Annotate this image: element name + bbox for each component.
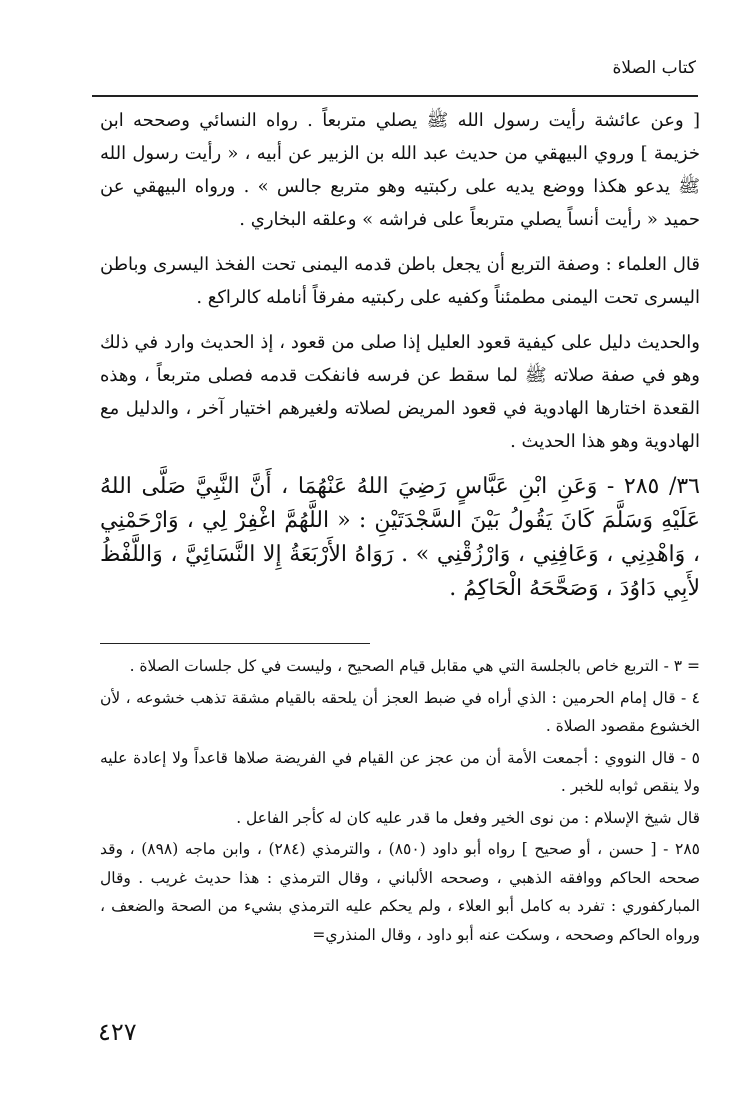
header-rule [92,95,698,97]
paragraph: قال العلماء : وصفة التربع أن يجعل باطن قدمه اليمنى تحت الفخذ اليسرى وباطن اليسرى تحت اليمنى مطمئناً وكفيه على ركبتيه مفرقاً أنامله كالراكع . [100,254,700,308]
footnote: قال شيخ الإسلام : من نوى الخير وفعل ما قدر عليه كان له كأجر الفاعل . [236,808,700,827]
hadith-text: ٣٦/ ٢٨٥ - وَعَنِ ابْنِ عَبَّاسٍ رَضِيَ اللهُ عَنْهُمَا ، أَنَّ النَّبِيَّ صَلَّى اللهُ عَلَيْهِ وَسَلَّمَ كَانَ يَقُولُ بَيْنَ السَّجْدَتَيْنِ : « اللَّهُمَّ اغْفِرْ لِي ، وَارْحَمْنِي ، وَاهْدِنِي ، وَعَافِنِي ، وَارْزُقْنِي » . رَوَاهُ الأَرْبَعَةُ إِلا النَّسَائِيَّ ، وَاللَّفْظُ لأَبِي دَاوُدَ ، وَصَحَّحَهُ الْحَاكِمُ . [100,474,700,601]
running-title: كتاب الصلاة [612,58,696,78]
page-number: ٤٢٧ [98,1018,137,1046]
footnotes [100,652,700,952]
footnote: ٤ - قال إمام الحرمين : الذي أراه في ضبط العجز أن يلحقه بالقيام مشقة تذهب خشوعه ، لأن الخشوع مقصود الصلاة . [100,688,700,735]
footnote: = ٣ - التربع خاص بالجلسة التي هي مقابل قيام الصحيح ، وليست في كل جلسات الصلاة . [129,657,700,675]
main-text [100,104,700,618]
paragraph: والحديث دليل على كيفية قعود العليل إذا صلى من قعود ، إذ الحديث وارد في ذلك وهو في صفة صلاته ﷺ لما سقط عن فرسه فانفكت قدمه فصلى متربعاً ، وهذه القعدة اختارها الهادوية في قعود المريض لصلاته ولغيرهم اختيار آخر ، والدليل مع الهادوية وهو هذا الحديث . [100,332,700,452]
paragraph: [ وعن عائشة رأيت رسول الله ﷺ يصلي متربعاً . رواه النسائي وصححه ابن خزيمة ] وروي البيهقي من حديث عبد الله بن الزبير عن أبيه ، « رأيت رسول الله ﷺ يدعو هكذا ووضع يديه على ركبتيه وهو متربع جالس » . ورواه البيهقي عن حميد « رأيت أنساً يصلي متربعاً على فراشه » وعلقه البخاري . [100,110,700,230]
footnote: ٥ - قال النووي : أجمعت الأمة أن من عجز عن القيام في الفريضة صلاها قاعداً ولا إعادة عليه ولا ينقص ثوابه للخبر . [100,748,700,795]
footnote-rule [100,643,370,644]
footnote: ٢٨٥ - [ حسن ، أو صحيح ] رواه أبو داود (٨٥٠) ، والترمذي (٢٨٤) ، وابن ماجه (٨٩٨) ، وقد صححه الحاكم ووافقه الذهبي ، وصححه الألباني ، وقال الترمذي : هذا حديث غريب . وقال المباركفوري : تفرد به كامل أبو العلاء ، ولم يحكم عليه الترمذي بشيء من الصحة والضعف ، ورواه الحاكم وصححه ، وسكت عنه أبو داود ، وقال المنذري= [100,840,700,944]
